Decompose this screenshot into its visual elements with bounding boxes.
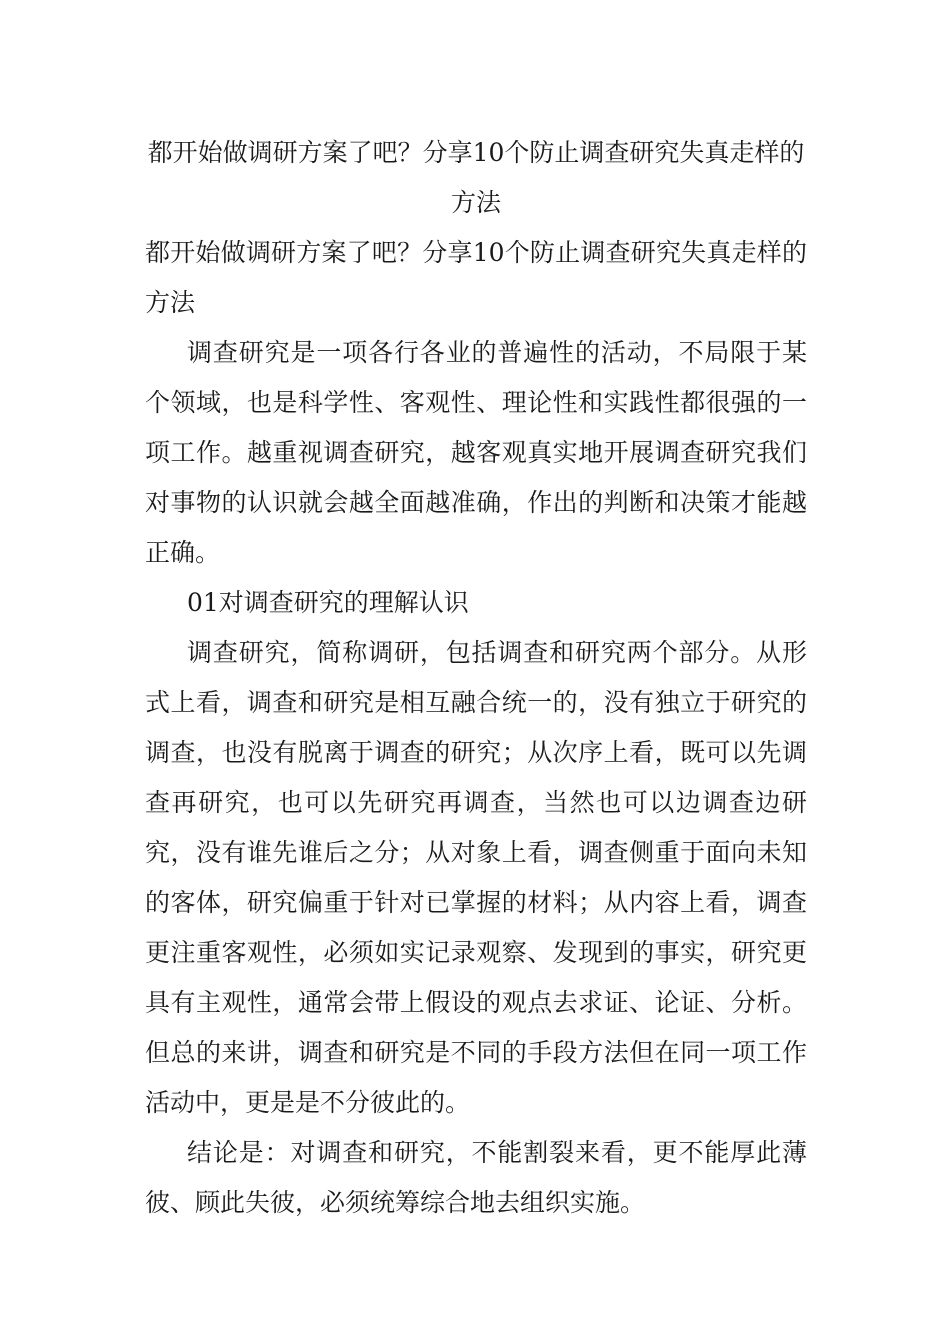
section-heading: 01对调查研究的理解认识: [187, 588, 469, 617]
intro-paragraph: 调查研究是一项各行各业的普遍性的活动，不局限于某个领域，也是科学性、客观性、理论性和实践性都很强的一项工作。越重视调查研究，越客观真实地开展调查研究我们对事物的认识就会越全面越准确，作出的判断和决策才能越正确。: [145, 338, 807, 567]
conclusion-paragraph: 结论是：对调查和研究，不能割裂来看，更不能厚此薄彼、顾此失彼，必须统筹综合地去组织实施。: [145, 1138, 807, 1217]
document-page: [145, 128, 807, 1228]
section-body-paragraph: 调查研究，简称调研，包括调查和研究两个部分。从形式上看，调查和研究是相互融合统一的，没有独立于研究的调查，也没有脱离于调查的研究；从次序上看，既可以先调查再研究，也可以先研究再调查，当然也可以边调查边研究，没有谁先谁后之分；从对象上看，调查侧重于面向未知的客体，研究偏重于针对已掌握的材料；从内容上看，调查更注重客观性，必须如实记录观察、发现到的事实，研究更具有主观性，通常会带上假设的观点去求证、论证、分析。但总的来讲，调查和研究是不同的手段方法但在同一项工作活动中，更是是不分彼此的。: [145, 638, 807, 1117]
document-subtitle: 都开始做调研方案了吧？分享10个防止调查研究失真走样的方法: [145, 238, 807, 317]
document-title: 都开始做调研方案了吧？分享10个防止调查研究失真走样的方法: [147, 138, 805, 217]
